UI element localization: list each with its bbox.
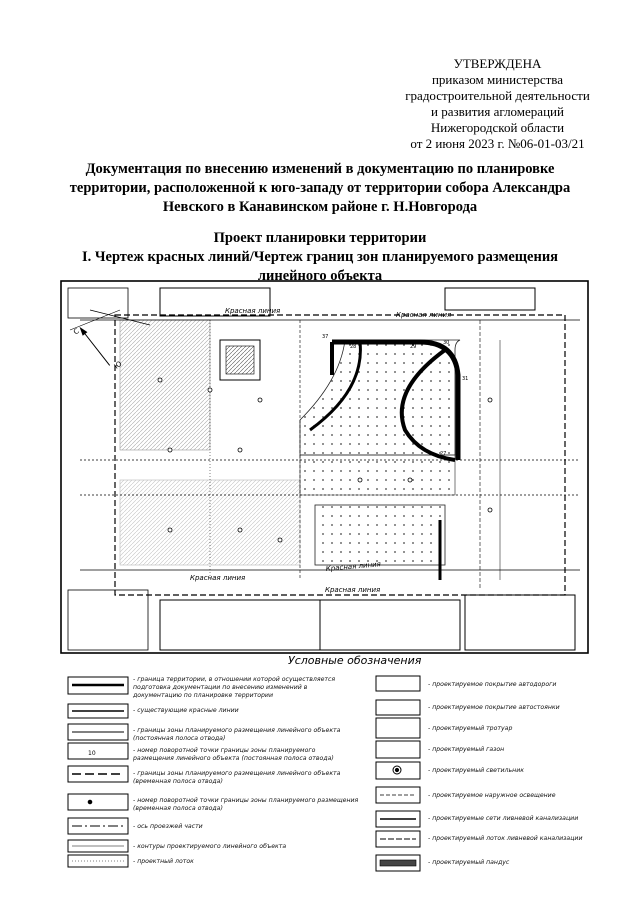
legend-item-sewer-tray: - проектируемый лоток ливневой канализации — [428, 835, 583, 842]
red-line-label: Красная линия — [325, 560, 382, 573]
legend-item-road-axis: - ось проезжей части — [133, 823, 203, 830]
legend-item-permanent-point: - номер поворотной точки границы зоны планируемого размещения линейного объекта (постоянная полоса отвода) — [133, 747, 334, 762]
legend-item-temporary-point: - номер поворотной точки границы зоны планируемого размещения (временная полоса отвода) — [133, 797, 359, 812]
point-label: 30 — [443, 340, 450, 346]
legend-item-parking-surface: - проектируемое покрытие автостоянки — [428, 704, 560, 711]
legend-item-lamp: - проектируемый светильник — [428, 767, 524, 774]
svg-text:Ю: Ю — [112, 359, 124, 371]
red-line-label: Красная линия — [190, 574, 246, 582]
project-title-line: Проект планировки территории — [213, 230, 427, 246]
legend-item-outdoor-lighting: - проектируемое наружное освещение — [428, 792, 556, 799]
legend-item-permanent-zone: - границы зоны планируемого размещения линейного объекта (постоянная полоса отвода) — [133, 727, 341, 742]
red-line-label: Красная линия — [225, 307, 281, 315]
point-label: 37 — [322, 334, 329, 340]
point-label: 27 — [440, 451, 447, 457]
approval-line: Нижегородской области — [430, 120, 565, 135]
approval-line: приказом министерства — [431, 72, 564, 87]
project-title-line: I. Чертеж красных линий/Чертеж границ зон планируемого размещения — [81, 249, 559, 265]
point-label: 29 — [410, 344, 417, 350]
legend-item-contours: - контуры проектируемого линейного объекта — [133, 843, 287, 850]
red-line-label: Красная линия — [396, 311, 452, 319]
legend-item-red-lines: - существующие красные линии — [133, 707, 239, 714]
point-label: 28 — [350, 344, 357, 350]
document-title-line: территории, расположенной к юго-западу от территории собора Александра — [69, 180, 571, 196]
approval-line: от 2 июня 2023 г. №06-01-03/21 — [410, 136, 585, 151]
approval-line: УТВЕРЖДЕНА — [453, 56, 542, 71]
point-label: 31 — [462, 376, 469, 382]
legend-item-storm-sewer: - проектируемые сети ливневой канализации — [428, 815, 579, 822]
approval-line: и развития агломераций — [431, 104, 564, 119]
svg-text:C: C — [72, 327, 81, 337]
red-line-label: Красная линия — [325, 586, 381, 594]
document-title-line: Невского в Канавинском районе г. Н.Новгорода — [162, 199, 478, 215]
document-title-line: Документация по внесению изменений в документацию по планировке — [85, 161, 555, 177]
legend-point-number: 10 — [88, 750, 96, 757]
legend-item-road-surface: - проектируемое покрытие автодороги — [428, 681, 557, 688]
project-title-line: линейного объекта — [257, 268, 383, 284]
legend-item-gutter: - проектный лоток — [133, 858, 194, 865]
approval-line: градостроительной деятельности — [405, 88, 590, 103]
legend-item-boundary: - граница территории, в отношении которой осуществляется подготовка документации по внесению изменений в документацию по планировке территории — [133, 676, 336, 699]
legend-item-lawn: - проектируемый газон — [428, 746, 505, 753]
legend-item-sidewalk: - проектируемый тротуар — [428, 725, 513, 732]
legend-item-ramp: - проектируемый пандус — [428, 859, 510, 866]
legend-item-temporary-zone: - границы зоны планируемого размещения линейного объекта (временная полоса отвода) — [133, 770, 341, 785]
legend-title: Условные обозначения — [288, 654, 422, 667]
